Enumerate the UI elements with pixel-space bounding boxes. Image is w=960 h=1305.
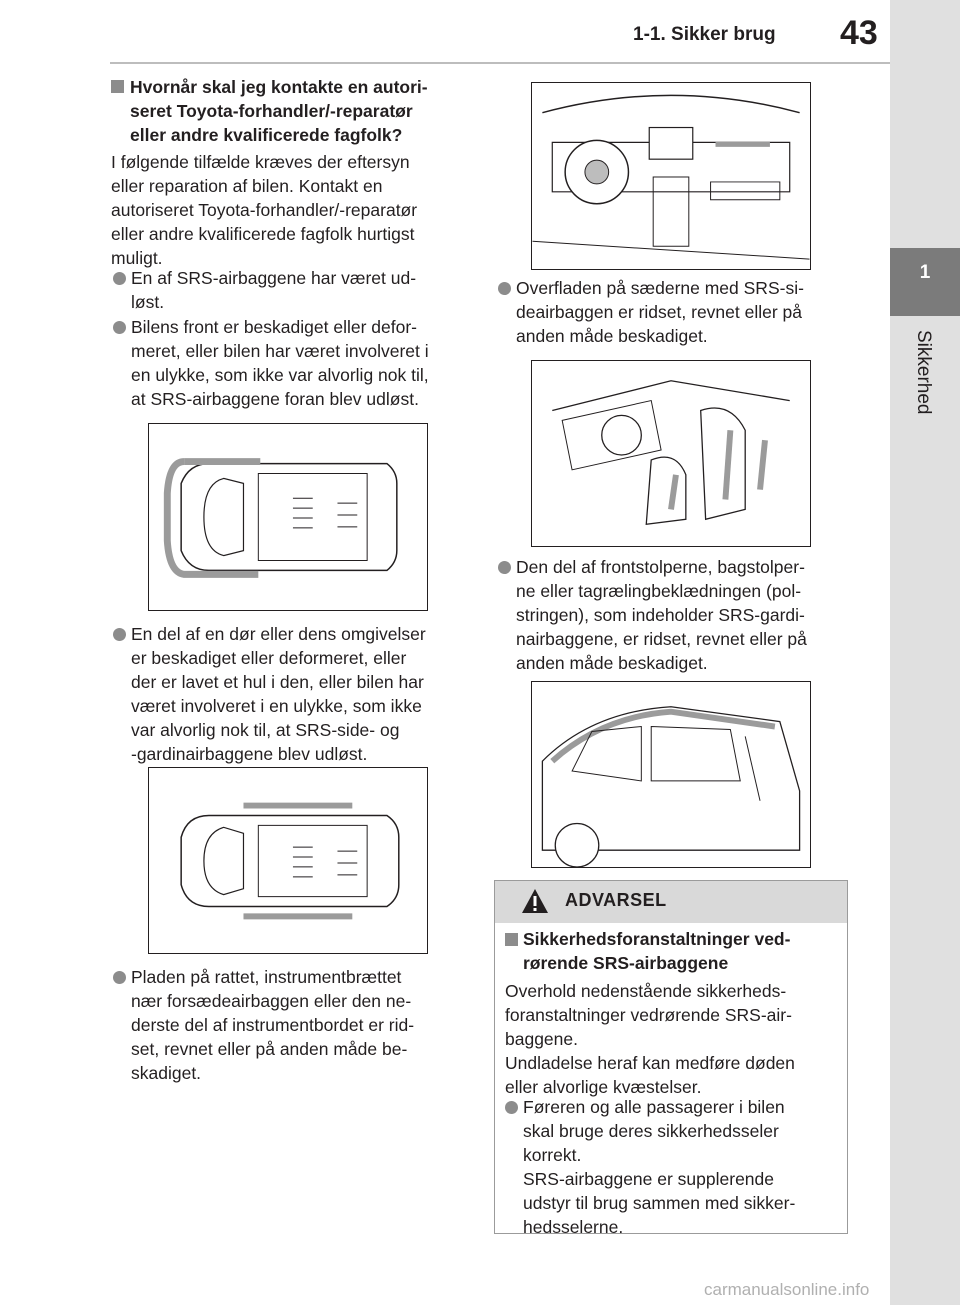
section-heading: Hvornår skal jeg kontakte en autori- seret Toyota-forhandler/-reparatør eller andre kvalificerede fagfolk? xyxy=(130,77,428,145)
bullet-front-damaged: Bilens front er beskadiget eller defor- meret, eller bilen har været involveret i en ulykke, som ikke var alvorlig nok til, at SRS-airbaggene foran blev udløst. xyxy=(131,317,429,409)
bullet-pillar-trim-damaged: Den del af frontstolperne, bagstolper- ne eller tagrælingbeklædningen (pol- stringen), som indeholder SRS-gardi- nairbaggene, er ridset, revnet eller på anden måde beskadiget. xyxy=(516,557,807,673)
heading-square-icon xyxy=(111,80,124,93)
bullet-dot-icon xyxy=(113,628,126,641)
intro-paragraph: I følgende tilfælde kræves der eftersyn eller reparation af bilen. Kontakt en autoriseret Toyota-forhandler/-reparatør eller andre kvalificerede fagfolk hurtigst muligt. xyxy=(111,152,418,268)
bullet-dot-icon xyxy=(498,282,511,295)
figure-seats xyxy=(531,360,811,547)
bullet-dot-icon xyxy=(113,321,126,334)
figure-side-impact xyxy=(148,767,428,954)
car-top-view-front-illustration xyxy=(149,424,427,610)
figure-front-impact xyxy=(148,423,428,611)
section-title: 1-1. Sikker brug xyxy=(633,24,776,45)
chapter-label: Sikkerhed xyxy=(913,330,934,415)
bullet-seat-surface-damaged: Overfladen på sæderne med SRS-si- deairbaggen er ridset, revnet eller på anden måde beskadiget. xyxy=(516,278,804,346)
heading-square-icon xyxy=(505,933,518,946)
bullet-dot-icon xyxy=(113,971,126,984)
warning-title: ADVARSEL xyxy=(565,890,667,910)
chapter-side-tab xyxy=(890,0,960,1305)
car-exterior-illustration xyxy=(532,682,810,867)
figure-pillars-roof xyxy=(531,681,811,868)
warning-header xyxy=(495,881,847,923)
bullet-dot-icon xyxy=(498,561,511,574)
page-number: 43 xyxy=(840,14,878,52)
bullet-steering-pad-damaged: Pladen på rattet, instrumentbrættet nær forsædeairbaggen eller den ne- derste del af instrumentbordet er rid- set, revnet eller på anden måde be- skadiget. xyxy=(131,967,415,1083)
seats-illustration xyxy=(532,361,810,546)
bullet-dot-icon xyxy=(113,272,126,285)
warning-triangle-icon xyxy=(521,888,549,914)
warning-body: Overhold nedenstående sikkerheds- foranstaltninger vedrørende SRS-air- baggene. Undladelse heraf kan medføre døden eller alvorlige kvæstelser. xyxy=(505,981,795,1097)
car-top-view-side-illustration xyxy=(149,768,427,953)
bullet-airbag-deployed: En af SRS-airbaggene har været ud- løst. xyxy=(131,268,417,312)
watermark: carmanualsonline.info xyxy=(704,1280,870,1299)
figure-dashboard xyxy=(531,82,811,270)
warning-heading: Sikkerhedsforanstaltninger ved- rørende SRS-airbaggene xyxy=(523,929,791,973)
warning-box xyxy=(494,880,848,1237)
chapter-number: 1 xyxy=(919,262,931,283)
warning-bullet-seatbelts: Føreren og alle passagerer i bilen skal bruge deres sikkerhedsseler korrekt. SRS-airbaggene er supplerende udstyr til brug sammen med sikker- hedsselerne. xyxy=(523,1097,796,1237)
bullet-dot-icon xyxy=(505,1101,518,1114)
bullet-door-damaged: En del af en dør eller dens omgivelser er beskadiget eller deformeret, eller der er lavet et hul i den, eller bilen har været involveret i en ulykke, som ikke var alvorlig nok til, at SRS-side- og -gardinairbaggene blev udløst. xyxy=(131,624,426,764)
header-divider xyxy=(110,62,890,64)
dashboard-illustration xyxy=(532,83,810,269)
